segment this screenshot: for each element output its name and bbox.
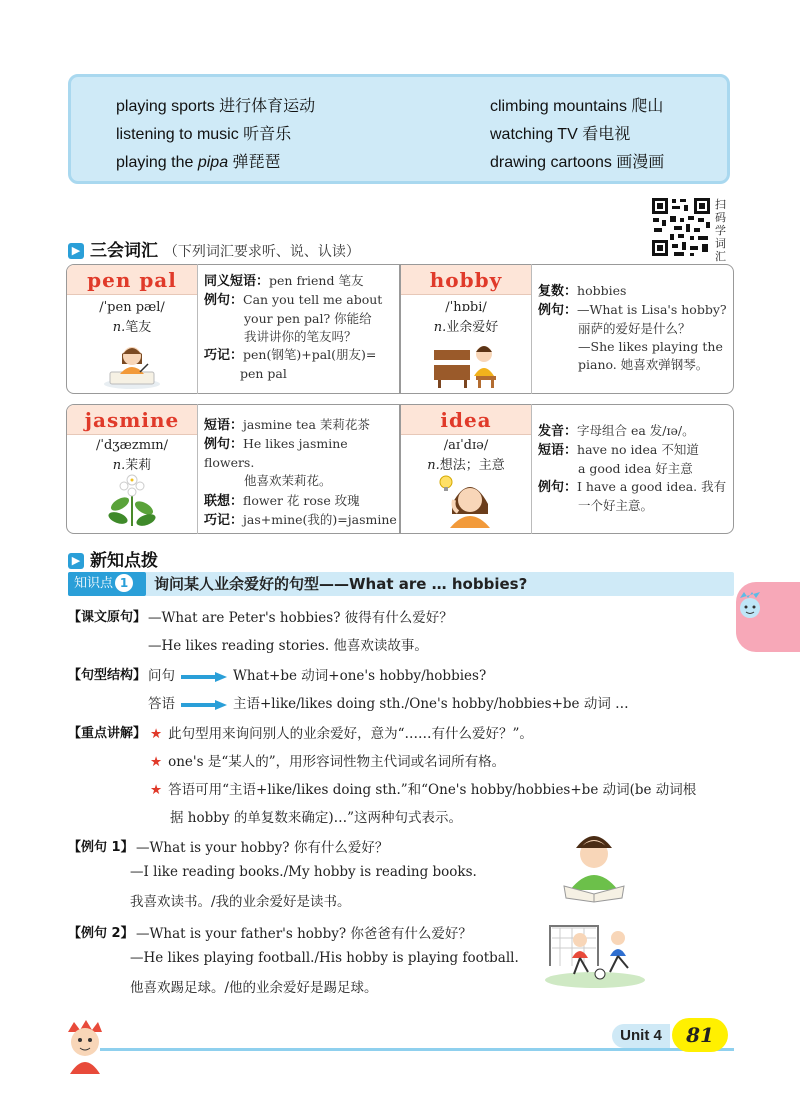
vocab-word-jasmine: jasmine — [67, 405, 197, 435]
vocab-phonetic: /ˈhɒbi/ — [445, 300, 487, 315]
qr-code-icon[interactable] — [650, 196, 712, 258]
girl-idea-illustration — [436, 470, 496, 528]
section-new-knowledge-title: 新知点拨 — [90, 551, 158, 571]
vocab-divider — [531, 404, 532, 534]
example-1-line-1: —What is your hobby? 你有什么爱好？ — [136, 840, 389, 856]
phrase-climbing-mountains: climbing mountains 爬山 — [490, 98, 664, 115]
vocab-meaning: n.业余爱好 — [433, 320, 499, 335]
example-2-tag: 【例句 2】 — [68, 926, 134, 941]
unit-label: Unit 4 — [612, 1024, 670, 1048]
structure-tag: 【句型结构】 — [68, 668, 147, 683]
vocab-word-hobby: hobby — [401, 265, 531, 295]
star-icon: ★ — [150, 754, 163, 770]
vocab-hobby-info: 复数：hobbies 例句：—What is Lisa's hobby? 丽萨的爱好是什么？ —She likes playing the piano. 她喜欢弹钢琴。 — [538, 283, 727, 372]
phrase-playing-pipa: playing the pipa 弹琵琶 — [116, 154, 281, 171]
original-sentence-tag: 【课文原句】 — [68, 610, 147, 625]
key-point-3: ★ 答语可用“主语+like/likes doing sth.”和“One's hobby/hobbies+be 动词(be 动词根 — [150, 782, 697, 798]
jasmine-flower-illustration — [104, 470, 160, 528]
girl-writing-illustration — [100, 334, 164, 390]
page-number: 81 — [672, 1018, 728, 1052]
knowledge-point-title: 询问某人业余爱好的句型——What are … hobbies? — [154, 575, 528, 593]
arrow-right-icon — [181, 672, 227, 682]
section-arrow-icon: ▶ — [68, 243, 84, 259]
structure-answer: 答语 主语+like/likes doing sth./One's hobby/hobbies+be 动词 … — [148, 696, 629, 712]
knowledge-point-tag: 知识点 1 — [68, 572, 146, 596]
star-icon: ★ — [150, 782, 163, 798]
phrase-drawing-cartoons: drawing cartoons 画漫画 — [490, 154, 665, 171]
vocab-phonetic: /ˈdʒæzmɪn/ — [96, 438, 168, 453]
key-points-tag: 【重点讲解】 — [68, 726, 147, 741]
vocab-jasmine-info: 短语：jasmine tea 茉莉花茶 例句：He likes jasmine flowers. 他喜欢茉莉花。 联想：flower 花 rose 玫瑰 巧记：jas+mine(我的)=jasmine — [204, 417, 397, 528]
vocab-phonetic: /ˈpen pæl/ — [99, 300, 165, 315]
section-arrow-icon: ▶ — [68, 553, 84, 569]
star-icon: ★ — [150, 726, 163, 742]
vocab-divider — [197, 404, 198, 534]
example-1-tag: 【例句 1】 — [68, 840, 134, 855]
example-1-line-2: —I like reading books./My hobby is reading books. — [130, 864, 477, 880]
footer-line — [100, 1048, 734, 1051]
original-sentence-2: —He likes reading stories. 他喜欢读故事。 — [148, 638, 428, 654]
arrow-right-icon — [181, 700, 227, 710]
example-1-line-3: 我喜欢读书。/我的业余爱好是读书。 — [130, 894, 351, 910]
vocab-word-idea: idea — [401, 405, 531, 435]
key-point-1: ★ 此句型用来询问别人的业余爱好，意为“……有什么爱好？”。 — [150, 726, 533, 742]
vocab-meaning: n.笔友 — [112, 320, 152, 335]
vocab-idea-info: 发音：字母组合 ea 发/ɪə/。 短语：have no idea 不知道 a good idea 好主意 例句：I have a good idea. 我有 一个好主意。 — [538, 423, 727, 513]
example-2-line-2: —He likes playing football./His hobby is playing football. — [130, 950, 519, 966]
section-vocab-header — [68, 236, 360, 261]
vocab-pen-pal-info: 同义短语：pen friend 笔友 例句：Can you tell me about your pen pal? 你能给 我讲讲你的笔友吗？ 巧记：pen(钢笔)+pal(朋友)= pen pal — [204, 273, 383, 381]
key-point-3-cont: 据 hobby 的单复数来确定)…”这两种句式表示。 — [170, 810, 462, 826]
vocab-divider — [531, 264, 532, 394]
section-new-knowledge-header — [68, 546, 158, 571]
football-players-illustration — [540, 910, 650, 990]
vocab-phonetic: /aɪˈdɪə/ — [443, 438, 489, 453]
girl-piano-illustration — [430, 334, 504, 390]
boy-reading-illustration — [554, 824, 634, 904]
mascot-icon — [60, 1018, 110, 1074]
original-sentence-1: —What are Peter's hobbies? 彼得有什么爱好？ — [148, 610, 453, 626]
example-2-line-3: 他喜欢踢足球。/他的业余爱好是踢足球。 — [130, 980, 378, 996]
qr-label: 扫码学词汇 — [715, 198, 726, 263]
phrase-watching-tv: watching TV 看电视 — [490, 126, 631, 143]
key-point-2: ★ one's 是“某人的”，用形容词性物主代词或名词所有格。 — [150, 754, 506, 770]
section-vocab-note: （下列词汇要求听、说、认读） — [163, 244, 360, 260]
vocab-word-pen-pal: pen pal — [67, 265, 197, 295]
section-vocab-title: 三会词汇 — [90, 241, 158, 261]
example-2-line-1: —What is your father's hobby? 你爸爸有什么爱好？ — [136, 926, 472, 942]
vocab-divider — [197, 264, 198, 394]
mascot-face-icon — [736, 590, 764, 620]
phrase-playing-sports: playing sports 进行体育运动 — [116, 98, 316, 115]
structure-question: 问句 What+be 动词+one's hobby/hobbies? — [148, 668, 487, 684]
vocab-meaning: n.想法；主意 — [427, 458, 505, 473]
knowledge-point-number: 1 — [115, 574, 133, 592]
phrase-listening-music: listening to music 听音乐 — [116, 126, 292, 143]
vocab-meaning: n.茉莉 — [112, 458, 152, 473]
